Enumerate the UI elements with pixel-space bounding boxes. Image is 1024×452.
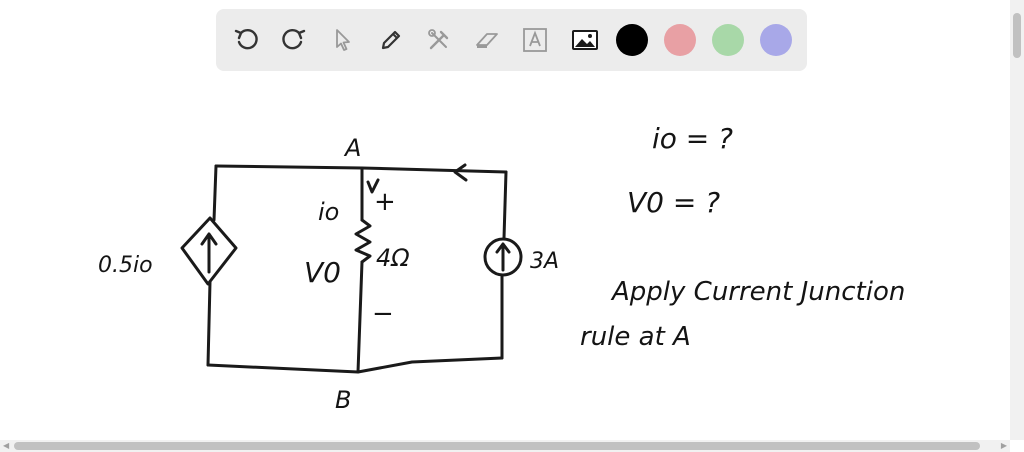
note-line-2: rule at A (580, 322, 691, 352)
dependent-source-arrow (202, 234, 216, 272)
node-b-label: B (335, 386, 352, 414)
source-3a-label: 3A (530, 249, 560, 274)
horizontal-scroll-thumb[interactable] (14, 442, 980, 450)
middle-wire-bottom (358, 262, 362, 372)
question-vo: V0 = ? (627, 186, 721, 219)
minus-sign: − (372, 299, 394, 329)
vertical-scrollbar[interactable] (1010, 0, 1024, 440)
node-a-label: A (345, 134, 362, 162)
dependent-source-label: 0.5io (98, 253, 153, 278)
resistor-label: 4Ω (376, 244, 410, 272)
voltage-v0-label: V0 (304, 256, 341, 289)
horizontal-scrollbar[interactable] (0, 440, 1010, 452)
note-line-1: Apply Current Junction (612, 277, 906, 307)
plus-sign: + (374, 187, 396, 217)
resistor-zigzag (356, 220, 370, 262)
vertical-scroll-thumb[interactable] (1013, 13, 1021, 58)
scroll-right-arrow-icon[interactable]: ▶ (1000, 441, 1007, 450)
bottom-wire (208, 358, 502, 372)
scroll-left-arrow-icon[interactable]: ◀ (3, 441, 10, 450)
question-io: io = ? (652, 122, 734, 155)
current-io-label: io (318, 198, 340, 226)
top-wire-arrow (455, 165, 466, 180)
independent-source-arrow (497, 244, 509, 270)
